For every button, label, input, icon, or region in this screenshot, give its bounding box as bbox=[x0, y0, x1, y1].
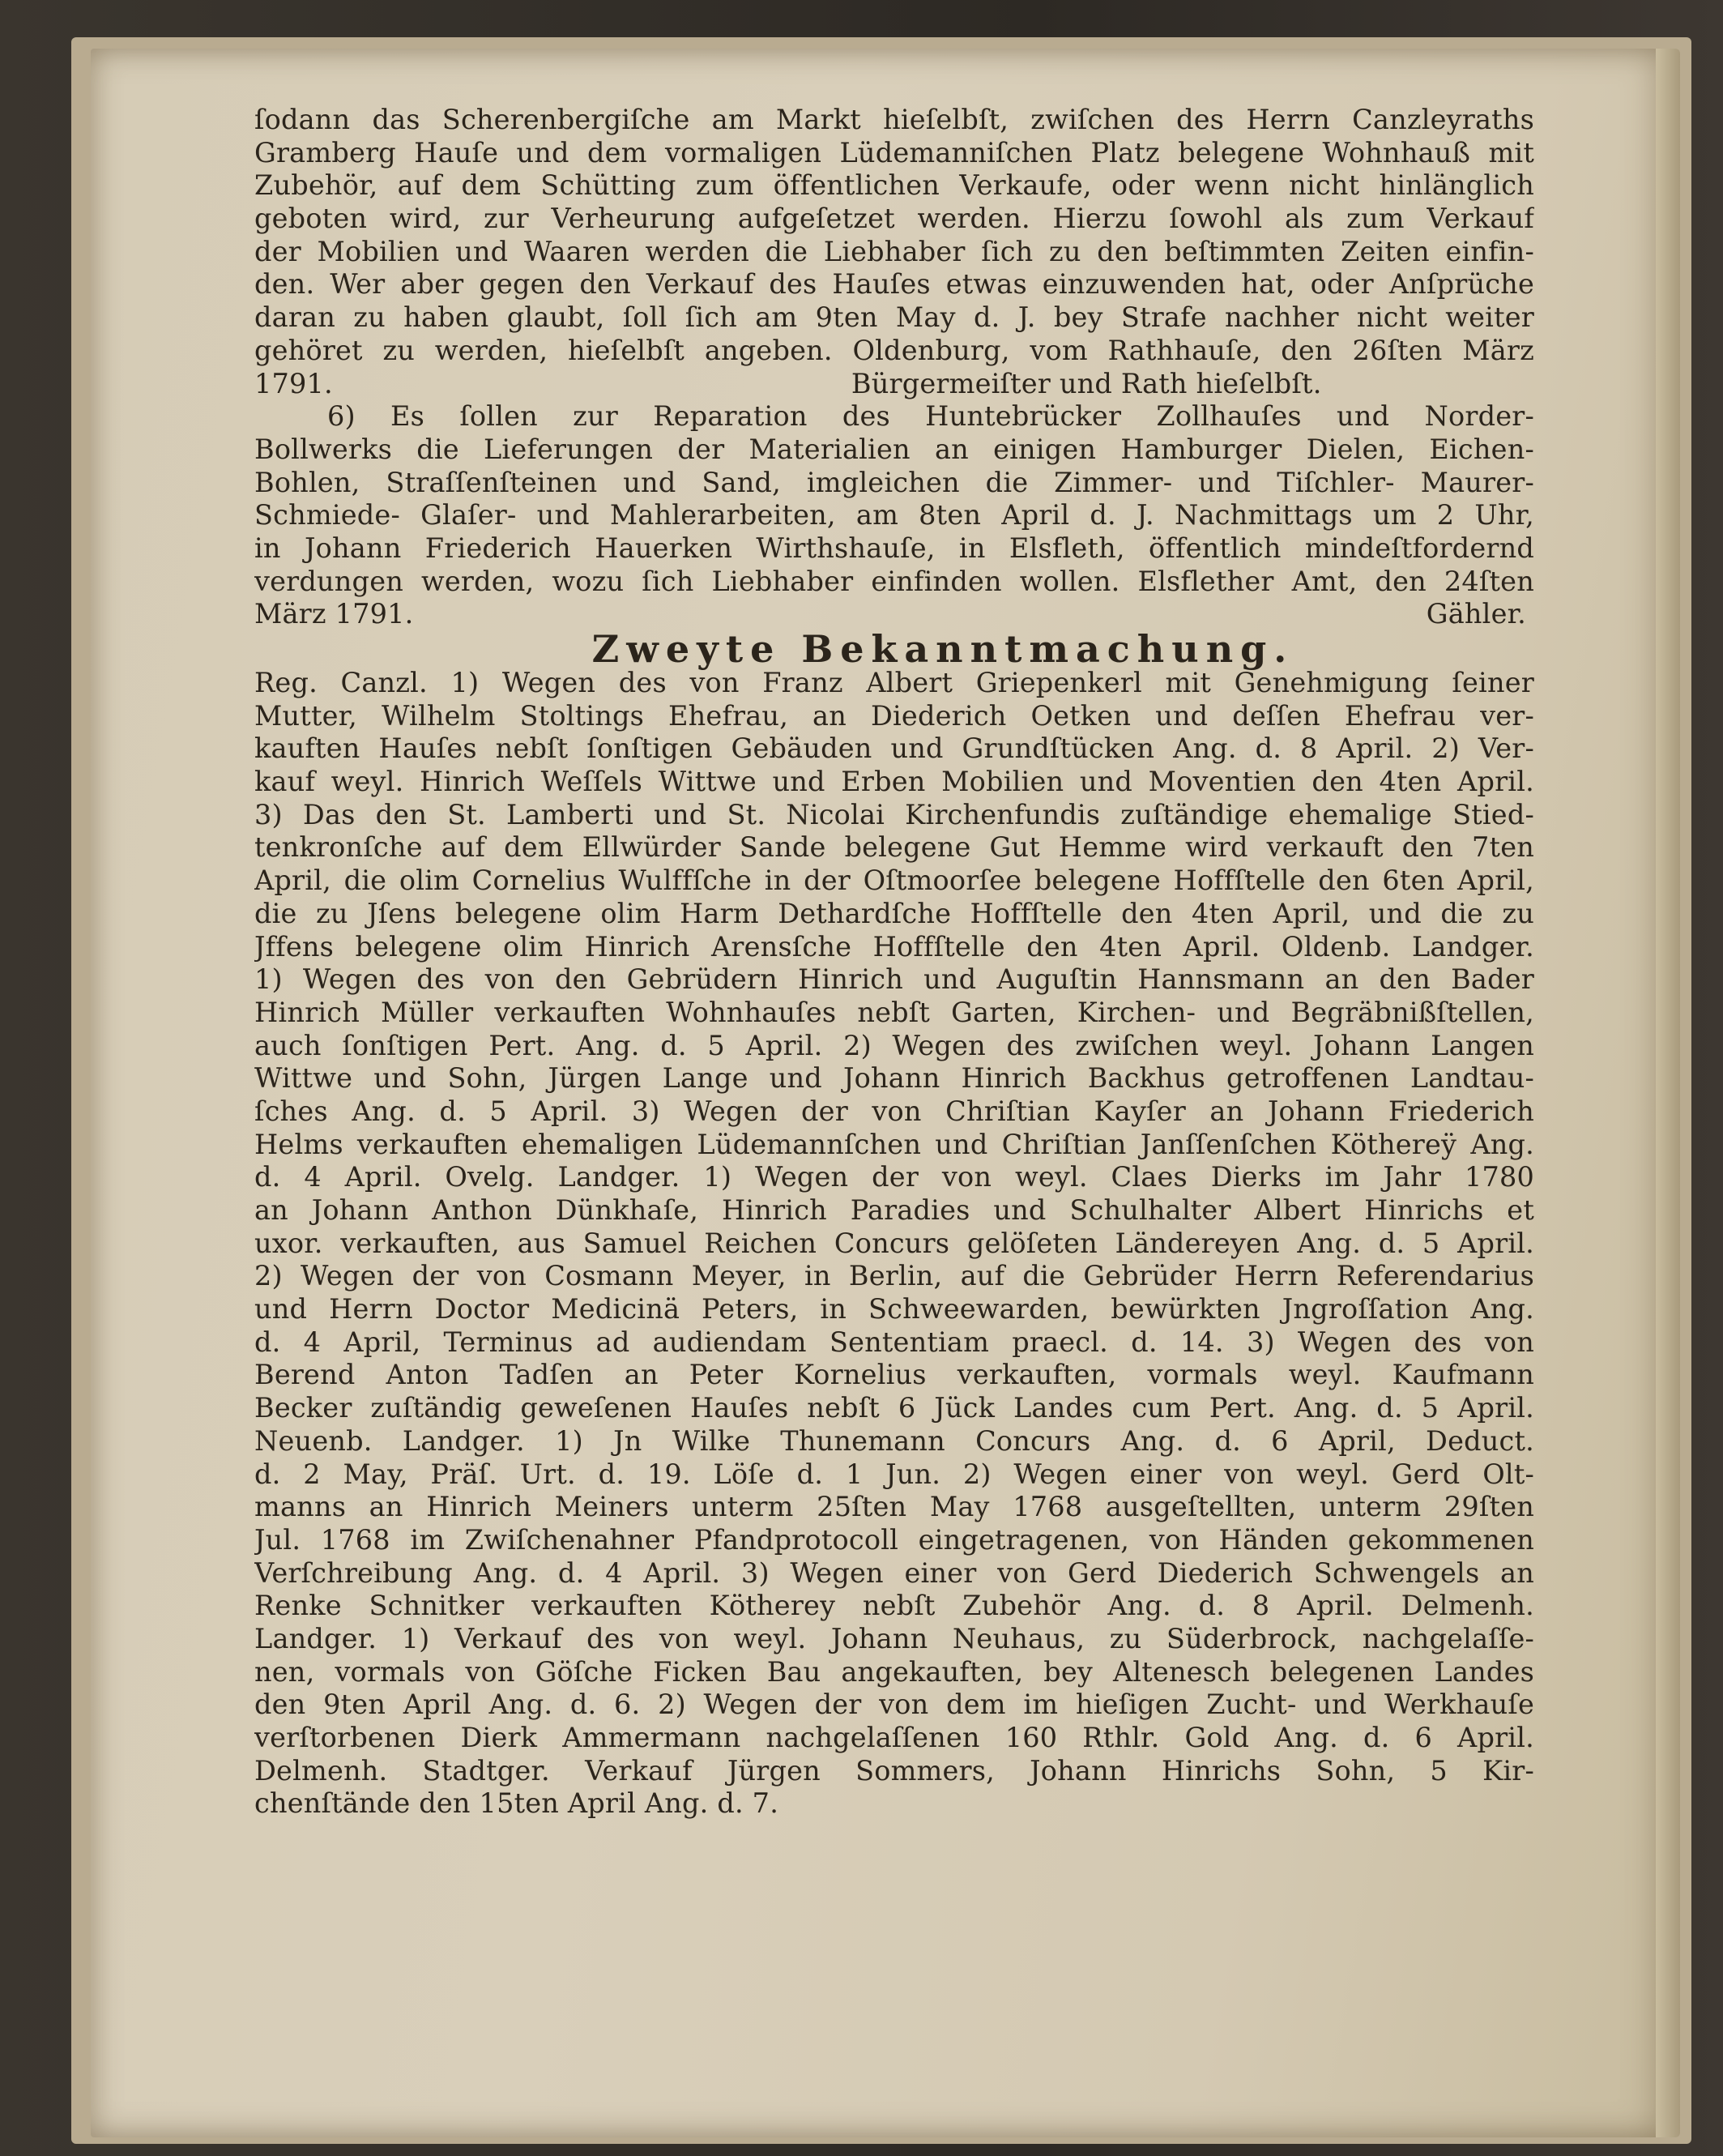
text-line: Reg. Canzl. 1) Wegen des von Franz Albert Griepenkerl mit Genehmigung ſeiner bbox=[254, 667, 1534, 698]
text-line: in Johann Friederich Hauerken Wirthshauſe, in Elsfleth, öffentlich mindeſtfordernd bbox=[254, 532, 1534, 564]
text-line: 2) Wegen der von Cosmann Meyer, in Berlin, auf die Gebrüder Herrn Referendarius bbox=[254, 1260, 1534, 1292]
text-line: gehöret zu werden, hieſelbſt angeben. Oldenburg, vom Rathhauſe, den 26ſten März bbox=[254, 334, 1534, 366]
text-line: d. 4 April. Ovelg. Landger. 1) Wegen der von weyl. Claes Dierks im Jahr 1780 bbox=[254, 1161, 1534, 1193]
text-line: auch ſonſtigen Pert. Ang. d. 5 April. 2) Wegen des zwiſchen weyl. Johann Langen bbox=[254, 1029, 1534, 1061]
date-signature-line bbox=[254, 598, 1534, 631]
text-line: Neuenb. Landger. 1) Jn Wilke Thunemann Concurs Ang. d. 6 April, Deduct. bbox=[254, 1424, 1534, 1457]
date-text: März 1791. bbox=[254, 598, 414, 630]
text-line: an Johann Anthon Dünkhaſe, Hinrich Paradies und Schulhalter Albert Hinrichs et bbox=[254, 1194, 1534, 1226]
text-line: Renke Schnitker verkauften Kötherey nebſt Zubehör Ang. d. 8 April. Delmenh. bbox=[254, 1590, 1534, 1622]
text-line: April, die olim Cornelius Wulffſche in der Oſtmoorſee belegene Hoffſtelle den 6ten April, bbox=[254, 865, 1534, 897]
text-line: Zubehör, auf dem Schütting zum öffentlichen Verkaufe, oder wenn nicht hinlänglich bbox=[254, 169, 1534, 202]
text-line: uxor. verkauften, aus Samuel Reichen Concurs gelöſeten Ländereyen Ang. d. 5 April. bbox=[254, 1227, 1534, 1259]
text-line: den 9ten April Ang. d. 6. 2) Wegen der von dem im hieſigen Zucht- und Werkhauſe bbox=[254, 1689, 1534, 1721]
text-line: d. 4 April, Terminus ad audiendam Sententiam praecl. d. 14. 3) Wegen des von bbox=[254, 1326, 1534, 1358]
text-line: Bohlen, Straſſenſteinen und Sand, imgleichen die Zimmer- und Tiſchler- Maurer- bbox=[254, 466, 1534, 498]
text-line: 3) Das den St. Lamberti und St. Nicolai Kirchenfundis zuſtändige ehemalige Stied- bbox=[254, 798, 1534, 830]
document-text bbox=[254, 104, 1534, 1821]
text-line: verſtorbenen Dierk Ammermann nachgelaſſenen 160 Rthlr. Gold Ang. d. 6 April. bbox=[254, 1722, 1534, 1753]
text-line: Jffens belegene olim Hinrich Arensſche Hoffſtelle den 4ten April. Oldenb. Landger. bbox=[254, 930, 1534, 963]
date-signature-line bbox=[254, 368, 1534, 401]
date-text: 1791. bbox=[254, 367, 333, 399]
text-line: manns an Hinrich Meiners unterm 25ſten May 1768 ausgeſtellten, unterm 29ſten bbox=[254, 1491, 1534, 1523]
text-line: Verſchreibung Ang. d. 4 April. 3) Wegen einer von Gerd Diederich Schwengels an bbox=[254, 1556, 1534, 1589]
text-line-final: chenſtände den 15ten April Ang. d. 7. bbox=[254, 1787, 779, 1820]
text-line: 6) Es ſollen zur Reparation des Huntebrücker Zollhauſes und Norder- bbox=[327, 400, 1534, 433]
signature-text: Gähler. bbox=[1426, 598, 1526, 630]
text-line: Becker zuſtändig geweſenen Hauſes nebſt 6 Jück Landes cum Pert. Ang. d. 5 April. bbox=[254, 1392, 1534, 1424]
text-line: kauf weyl. Hinrich Weſſels Wittwe und Erben Mobilien und Moventien den 4ten April. bbox=[254, 766, 1534, 798]
text-line: tenkronſche auf dem Ellwürder Sande belegene Gut Hemme wird verkauft den 7ten bbox=[254, 831, 1534, 864]
text-line: Helms verkauften ehemaligen Lüdemannſchen und Chriſtian Janſſenſchen Köthereÿ Ang. bbox=[254, 1128, 1534, 1160]
text-line: ſches Ang. d. 5 April. 3) Wegen der von Chriſtian Kayſer an Johann Friederich bbox=[254, 1095, 1534, 1127]
text-line: Mutter, Wilhelm Stoltings Ehefrau, an Diederich Oetken und deſſen Ehefrau ver- bbox=[254, 699, 1534, 732]
text-line: Schmiede- Glaſer- und Mahlerarbeiten, am 8ten April d. J. Nachmittags um 2 Uhr, bbox=[254, 499, 1534, 532]
text-line: nen, vormals von Göſche Ficken Bau angekauften, bey Altenesch belegenen Landes bbox=[254, 1655, 1534, 1688]
text-line: daran zu haben glaubt, ſoll ſich am 9ten May d. J. bey Strafe nachher nicht weiter bbox=[254, 301, 1534, 334]
text-line: Jul. 1768 im Zwiſchenahner Pfandprotocoll eingetragenen, von Händen gekommenen bbox=[254, 1523, 1534, 1556]
text-line: den. Wer aber gegen den Verkauf des Hauſes etwas einzuwenden hat, oder Anſprüche bbox=[254, 268, 1534, 301]
text-line: Delmenh. Stadtger. Verkauf Jürgen Sommers, Johann Hinrichs Sohn, 5 Kir- bbox=[254, 1754, 1534, 1787]
text-line: der Mobilien und Waaren werden die Liebhaber ſich zu den beſtimmten Zeiten einfin- bbox=[254, 235, 1534, 267]
text-line: Landger. 1) Verkauf des von weyl. Johann Neuhaus, zu Süderbrock, nachgelaſſe- bbox=[254, 1622, 1534, 1654]
text-line: Berend Anton Tadſen an Peter Kornelius verkauften, vormals weyl. Kaufmann bbox=[254, 1359, 1534, 1391]
text-line: die zu Jſens belegene olim Harm Dethardſche Hoffſtelle den 4ten April, und die zu bbox=[254, 897, 1534, 929]
text-line: 1) Wegen des von den Gebrüdern Hinrich und Auguſtin Hannsmann an den Bader bbox=[254, 963, 1534, 996]
text-line: verdungen werden, wozu ſich Liebhaber einfinden wollen. Elsflether Amt, den 24ſten bbox=[254, 565, 1534, 597]
text-line: Gramberg Hauſe und dem vormaligen Lüdemanniſchen Platz belegene Wohnhauß mit bbox=[254, 136, 1534, 169]
signature-text: Bürgermeiſter und Rath hieſelbſt. bbox=[851, 367, 1322, 399]
text-line: Hinrich Müller verkauften Wohnhauſes nebſt Garten, Kirchen- und Begräbnißſtellen, bbox=[254, 996, 1534, 1028]
text-line: d. 2 May, Präſ. Urt. d. 19. Löſe d. 1 Jun. 2) Wegen einer von weyl. Gerd Olt- bbox=[254, 1458, 1534, 1490]
text-line: Bollwerks die Lieferungen der Materialien an einigen Hamburger Dielen, Eichen- bbox=[254, 433, 1534, 465]
text-line: geboten wird, zur Verheurung aufgeſetzet werden. Hierzu ſowohl als zum Verkauf bbox=[254, 203, 1534, 235]
text-line: und Herrn Doctor Medicinä Peters, in Schweewarden, bewürkten Jngroſſation Ang. bbox=[254, 1293, 1534, 1326]
text-line: Wittwe und Sohn, Jürgen Lange und Johann Hinrich Backhus getroffenen Landtau- bbox=[254, 1062, 1534, 1095]
section-heading: Zweyte Bekanntmachung. bbox=[591, 627, 1294, 671]
text-line: ſodann das Scherenbergiſche am Markt hieſelbſt, zwiſchen des Herrn Canzleyraths bbox=[254, 104, 1534, 135]
text-line: kauften Hauſes nebſt ſonſtigen Gebäuden und Grundſtücken Ang. d. 8 April. 2) Ver- bbox=[254, 732, 1534, 765]
